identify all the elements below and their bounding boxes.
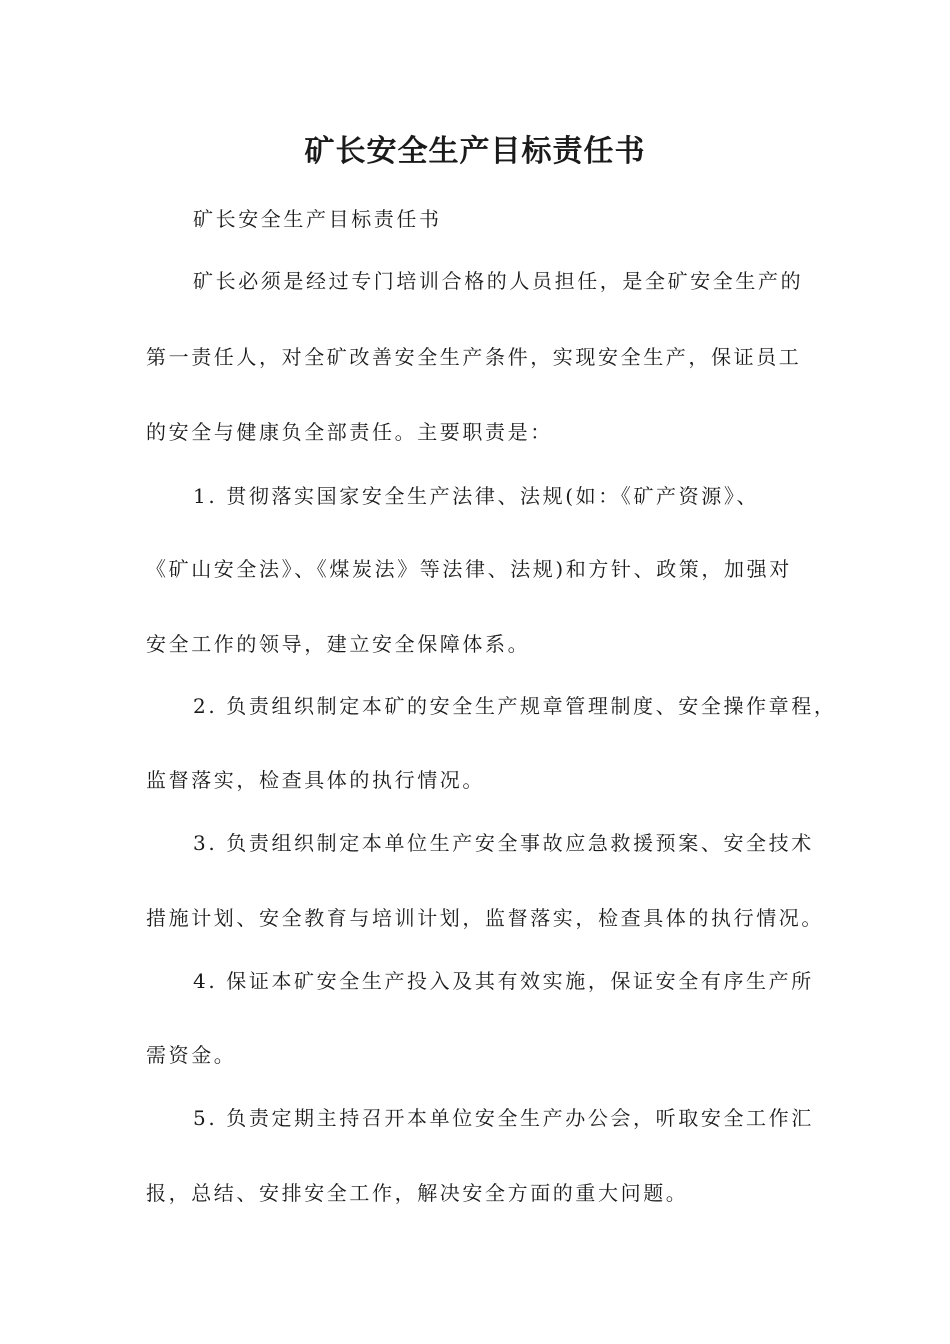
item-5-line: 5. 负责定期主持召开本单位安全生产办公会，听取安全工作汇 <box>193 1106 814 1130</box>
item-1-line: 安全工作的领导，建立安全保障体系。 <box>146 632 531 656</box>
item-1-line: 《矿山安全法》、《煤炭法》等法律、法规)和方针、政策，加强对 <box>146 557 792 581</box>
document-title: 矿长安全生产目标责任书 <box>304 134 646 169</box>
subtitle-line: 矿长安全生产目标责任书 <box>193 207 442 231</box>
body-line: 矿长必须是经过专门培训合格的人员担任，是全矿安全生产的 <box>193 269 804 293</box>
item-1-line: 1. 贯彻落实国家安全生产法律、法规(如：《矿产资源》、 <box>193 484 760 508</box>
item-4-line: 需资金。 <box>146 1043 237 1067</box>
item-2-line: 监督落实，检查具体的执行情况。 <box>146 768 485 792</box>
item-2-line: 2. 负责组织制定本矿的安全生产规章管理制度、安全操作章程， <box>193 694 837 718</box>
item-5-line: 报，总结、安排安全工作，解决安全方面的重大问题。 <box>146 1181 689 1205</box>
body-line: 的安全与健康负全部责任。主要职责是： <box>146 420 553 444</box>
body-line: 第一责任人，对全矿改善安全生产条件，实现安全生产，保证员工 <box>146 345 802 369</box>
item-3-line: 3. 负责组织制定本单位生产安全事故应急救援预案、安全技术 <box>193 831 814 855</box>
item-4-line: 4. 保证本矿安全生产投入及其有效实施，保证安全有序生产所 <box>193 969 814 993</box>
item-3-line: 措施计划、安全教育与培训计划，监督落实，检查具体的执行情况。 <box>146 906 824 930</box>
